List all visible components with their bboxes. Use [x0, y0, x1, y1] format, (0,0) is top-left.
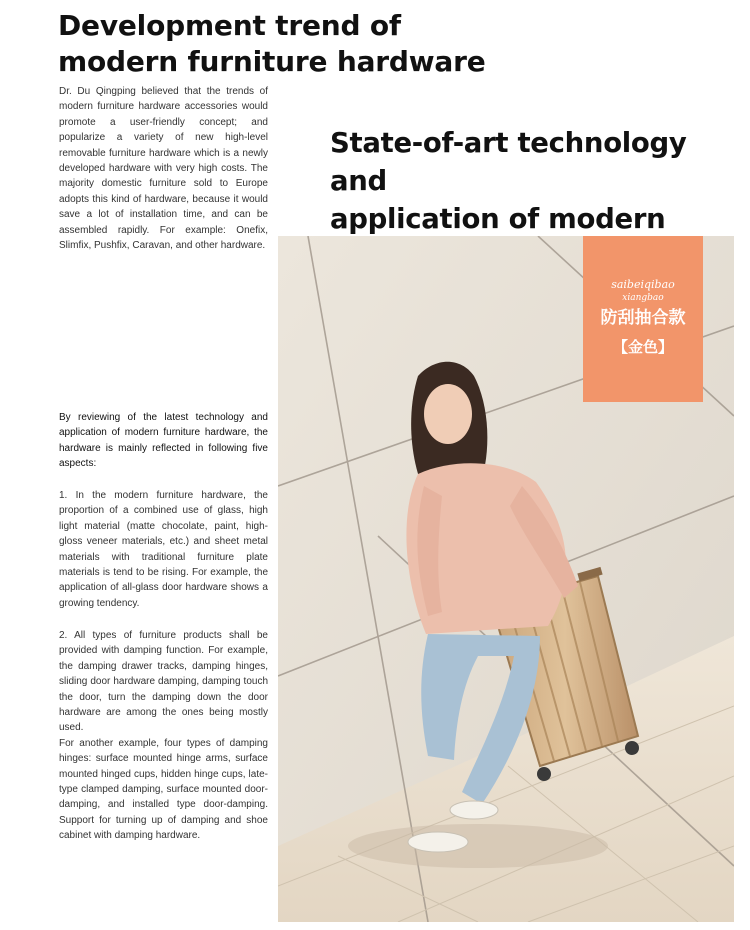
aspect-2-example: For another example, four types of damping hinges: surface mounted hinge arms, surface mounted hinged cups, hidden hinge cups, late-type clamped damping, surface mounted door- damping, and installed type door-damping. Support for turning up of damping and shoe cabinet with damping hardware. [59, 737, 268, 842]
heading-development-trend [58, 8, 488, 80]
aspect-1-text-block [59, 488, 268, 611]
aspect-2-paragraph: 2. All types of furniture products shall be provided with damping function. For example, the damping drawer tracks, damping hinges, sliding door hardware damping, damping touch the door, turn the damping down the door hardware are among the ones being mostly used. [59, 630, 268, 734]
reviewing-text-block [59, 410, 268, 472]
heading-line-1: State-of-art technology and [330, 127, 687, 197]
intro-paragraph: Dr. Du Qingping believed that the trends of modern furniture hardware accessories would promote a user-friendly concept; and popularize a variety of new high-level removable furniture hardware which is a newly developed hardware with very high costs. The majority domestic furniture sold to Europe adopts this kind of hardware, because it would save a lot of installation time, and can be assembled rapidly. For example: Onefix, Slimfix, Pushfix, Caravan, and other hardware. [59, 86, 268, 252]
heading-line-2: modern furniture hardware [58, 45, 486, 78]
intro-text-block [59, 84, 268, 253]
aspect-2-text-block [59, 628, 268, 844]
reviewing-paragraph: By reviewing of the latest technology and application of modern furniture hardware, the hardware is mainly reflected in following five aspects: [59, 412, 268, 470]
heading-line-1: Development trend of [58, 9, 401, 42]
tag-product-name: 防刮抽合款 [600, 308, 686, 328]
aspect-1-paragraph: 1. In the modern furniture hardware, the proportion of a combined use of glass, high light material (matte chocolate, paint, high-gloss veneer materials, etc.) and sheet metal materials with traditional furniture plate materials is tend to be rising. For example, the application of all-glass door hardware shows a growing tendency. [59, 490, 268, 609]
tag-brand: saibeiqibao [611, 278, 675, 291]
tag-subbrand: xiangbao [622, 293, 664, 303]
product-tag [583, 236, 703, 402]
heading-line-2: application of modern [330, 203, 666, 235]
tag-color-label: 【金色】 [612, 338, 673, 356]
lifestyle-photo [278, 236, 734, 922]
